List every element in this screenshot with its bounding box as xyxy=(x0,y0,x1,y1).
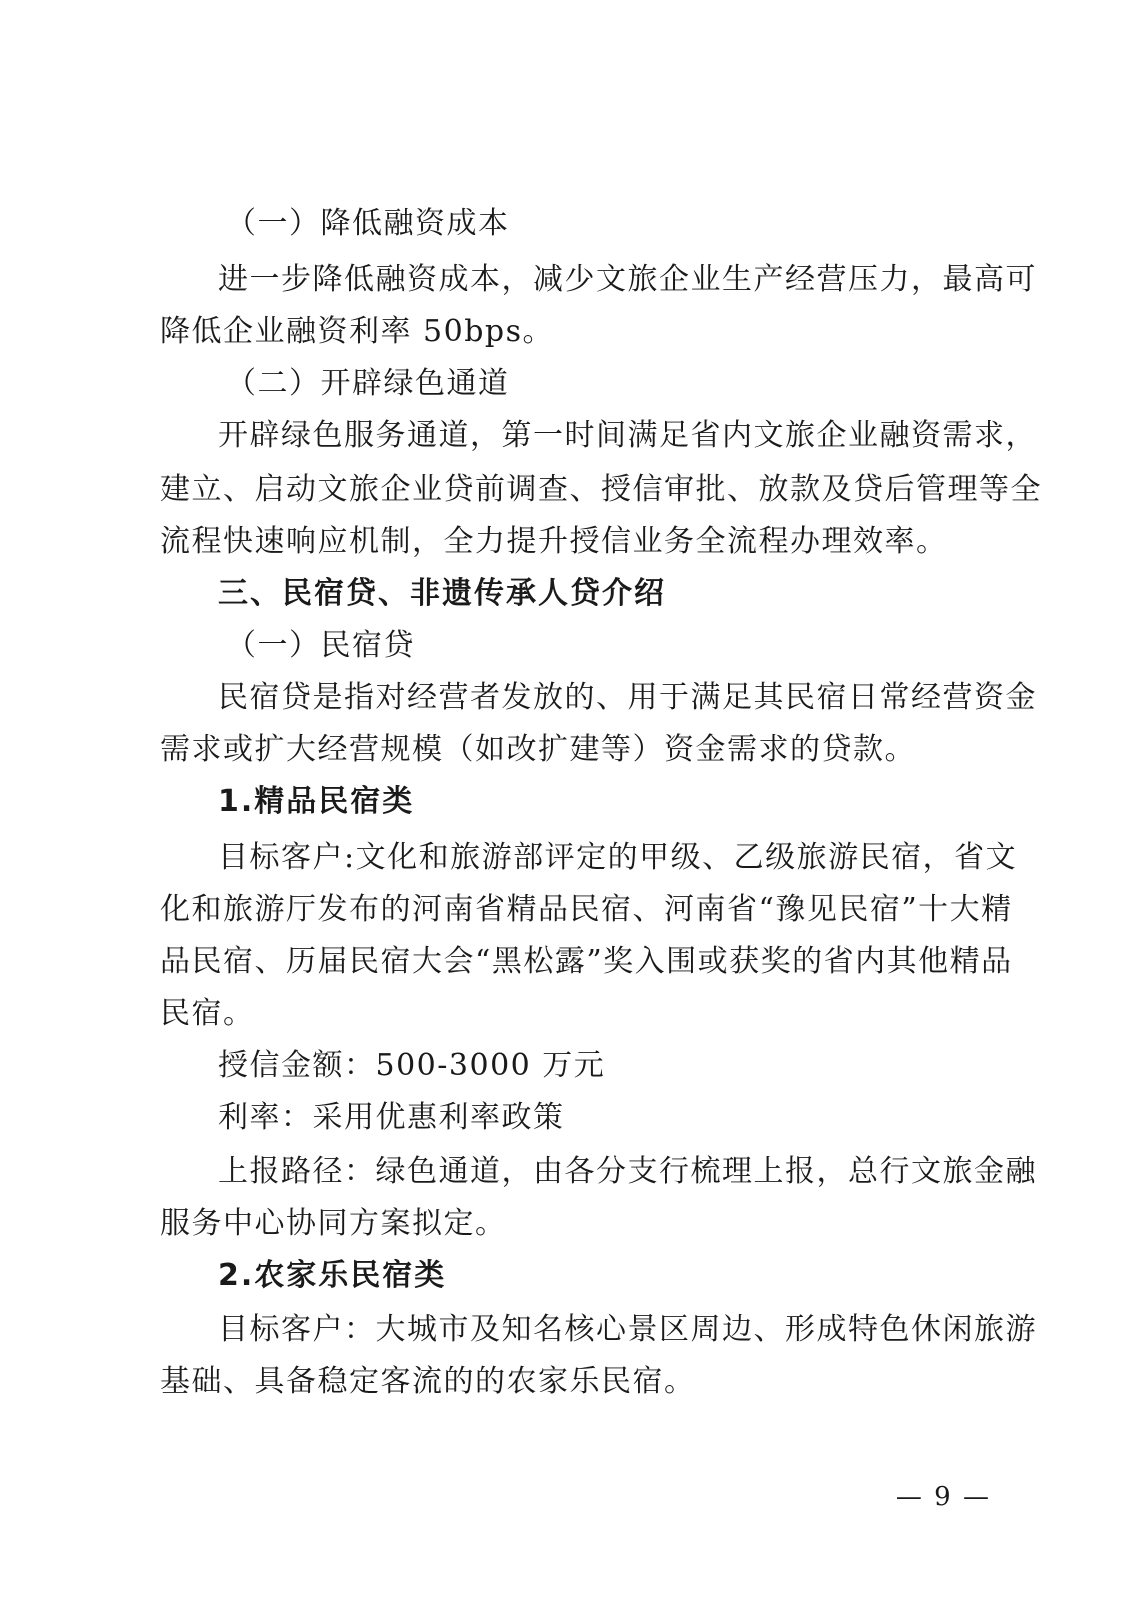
paragraph-line: 民宿贷是指对经营者发放的、用于满足其民宿日常经营资金 xyxy=(218,680,1037,715)
paragraph-line: 品民宿、历届民宿大会“黑松露”奖入围或获奖的省内其他精品 xyxy=(160,944,1013,979)
item-heading-boutique-homestay: 1.精品民宿类 xyxy=(218,784,415,819)
subsection-heading-green-channel: （二）开辟绿色通道 xyxy=(226,366,510,401)
paragraph-line: 需求或扩大经营规模（如改扩建等）资金需求的贷款。 xyxy=(160,732,916,767)
paragraph-line: 服务中心协同方案拟定。 xyxy=(160,1206,507,1241)
paragraph-line: 民宿。 xyxy=(160,996,255,1031)
paragraph-line: 进一步降低融资成本，减少文旅企业生产经营压力，最高可 xyxy=(218,262,1037,297)
paragraph-line: 流程快速响应机制，全力提升授信业务全流程办理效率。 xyxy=(160,524,948,559)
paragraph-line: 目标客户：大城市及知名核心景区周边、形成特色休闲旅游 xyxy=(218,1312,1037,1347)
paragraph-line: 基础、具备稳定客流的的农家乐民宿。 xyxy=(160,1364,696,1399)
section-heading-homestay-loan: 三、民宿贷、非遗传承人贷介绍 xyxy=(218,576,666,611)
paragraph-line: 开辟绿色服务通道，第一时间满足省内文旅企业融资需求， xyxy=(218,418,1037,453)
paragraph-line: 目标客户:文化和旅游部评定的甲级、乙级旅游民宿，省文 xyxy=(218,840,1018,875)
paragraph-line: 降低企业融资利率 50bps。 xyxy=(160,314,555,349)
subsection-heading-reduce-financing-cost: （一）降低融资成本 xyxy=(226,206,510,241)
page-number: — 9 — xyxy=(895,1482,991,1512)
paragraph-line: 上报路径：绿色通道，由各分支行梳理上报，总行文旅金融 xyxy=(218,1154,1037,1189)
subsection-heading-homestay-loan: （一）民宿贷 xyxy=(226,628,415,663)
paragraph-line: 建立、启动文旅企业贷前调查、授信审批、放款及贷后管理等全 xyxy=(160,472,1042,507)
item-heading-farmhouse-homestay: 2.农家乐民宿类 xyxy=(218,1258,447,1293)
credit-amount-line: 授信金额：500-3000 万元 xyxy=(218,1048,606,1083)
paragraph-line: 化和旅游厅发布的河南省精品民宿、河南省“豫见民宿”十大精 xyxy=(160,892,1013,927)
interest-rate-line: 利率：采用优惠利率政策 xyxy=(218,1100,565,1135)
